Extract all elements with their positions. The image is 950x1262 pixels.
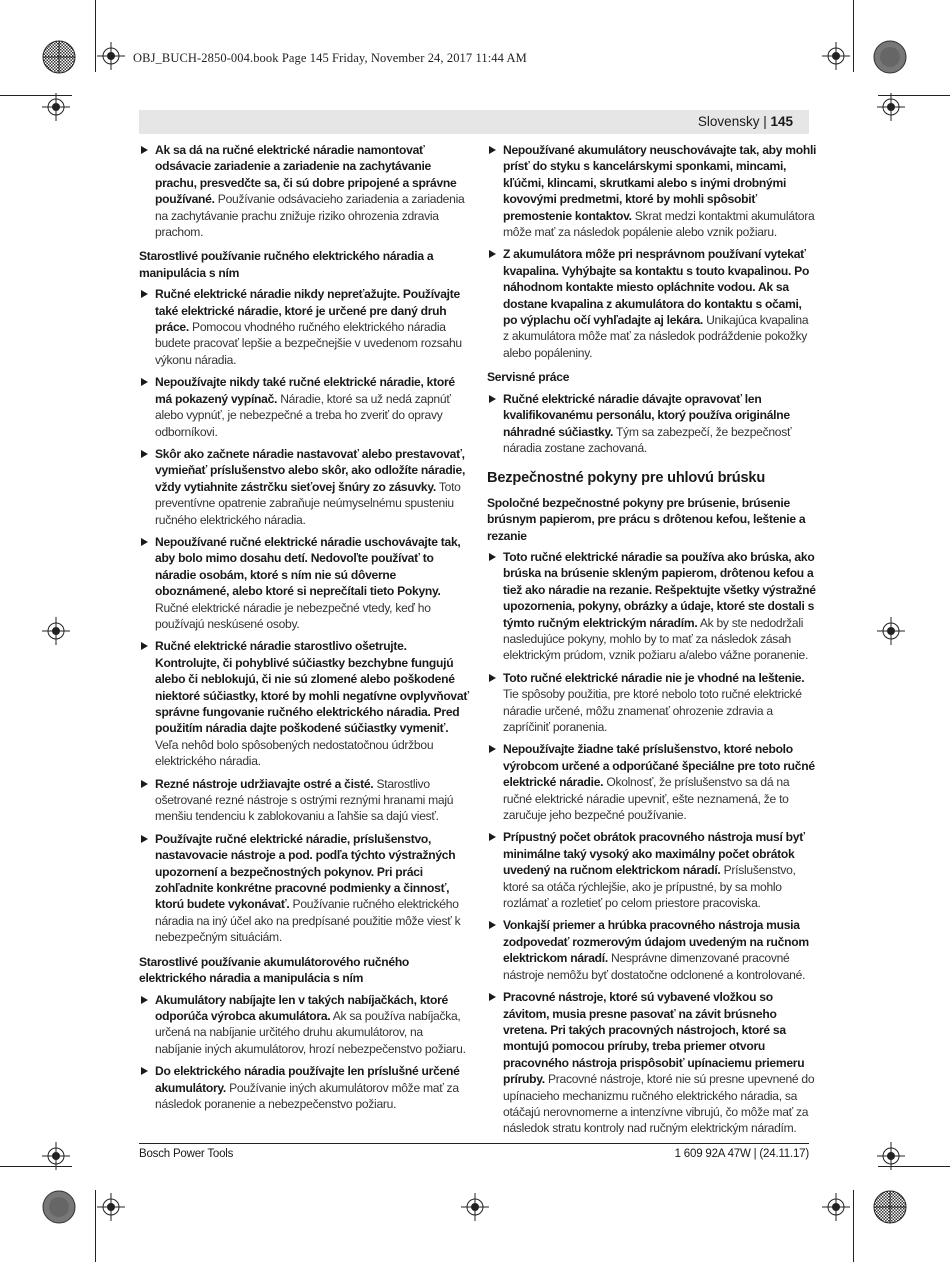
bullet-triangle-icon xyxy=(141,996,148,1004)
safety-instruction-item xyxy=(139,534,469,632)
footer-doc-number: 1 609 92A 47W | (24.11.17) xyxy=(674,1148,809,1160)
instruction-bold-text: Prípustný počet obrátok pracovného nástroja musí byť minimálne taký vysoký ako maximálny počet obrátok uvedený na ručnom elektrickom náradí. xyxy=(503,830,805,878)
registration-mark-bottom-center-icon xyxy=(461,1193,489,1221)
registration-mark-right-top-icon xyxy=(877,93,905,121)
instruction-bold-text: Z akumulátora môže pri nesprávnom používaní vytekať kvapalina. Vyhýbajte sa kontaktu s touto kvapalinou. Po náhodnom kontakte miesto opláchnite vodou. Ak sa dostane kvapalina z akumulátora do kontaktu s očami, po výplachu očí vyhľadajte aj lekára. xyxy=(503,247,810,328)
instruction-explanation-text: Nesprávne dimenzované pracovné nástroje nemôžu byť dostatočne odclonené a kontrolované. xyxy=(503,951,806,982)
instruction-explanation-text: Unikajúca kvapalina z akumulátora môže mať za následok podráždenie pokožky alebo popáleniny. xyxy=(503,313,809,360)
crop-line xyxy=(95,0,96,72)
registration-mark-top-right-icon xyxy=(822,42,850,70)
print-info-line: OBJ_BUCH-2850-004.book Page 145 Friday, November 24, 2017 11:44 AM xyxy=(133,51,527,65)
bullet-triangle-icon xyxy=(489,146,496,154)
instruction-explanation-text: Ručné elektrické náradie je nebezpečné vtedy, keď ho používajú neskúsené osoby. xyxy=(155,600,431,631)
safety-instruction-item xyxy=(487,391,817,457)
registration-mark-bottom-left-icon xyxy=(97,1193,125,1221)
safety-instruction-item xyxy=(487,741,817,823)
instruction-bold-text: Ručné elektrické náradie dávajte opravovať len kvalifikovanému personálu, ktorý používa originálne náhradné súčiastky. xyxy=(503,391,790,439)
instruction-bold-text: Nepoužívajte nikdy také ručné elektrické náradie, ktoré má pokazený vypínač. xyxy=(155,375,455,406)
bullet-triangle-icon xyxy=(141,538,148,546)
instruction-bold-text: Toto ručné elektrické náradie nie je vhodné na leštenie. xyxy=(503,670,805,685)
safety-instruction-item xyxy=(139,142,469,240)
registration-mark-right-mid-icon xyxy=(877,617,905,645)
safety-instruction-item xyxy=(139,831,469,946)
page-number: 145 xyxy=(770,114,793,129)
footer-rule xyxy=(139,1143,809,1144)
instruction-explanation-text: Používanie iných akumulátorov môže mať za následok poranenie a nebezpečenstvo požiaru. xyxy=(155,1080,459,1111)
right-column xyxy=(487,142,817,1143)
bullet-triangle-icon xyxy=(141,146,148,154)
crop-line xyxy=(95,1190,96,1262)
safety-instruction-item xyxy=(139,638,469,769)
instruction-bold-text: Vonkajší priemer a hrúbka pracovného nástroja musia zodpovedať rozmerovým údajom uvedeným na ručnom elektrickom náradí. xyxy=(503,918,809,966)
crop-line xyxy=(878,95,950,96)
bullet-triangle-icon xyxy=(489,921,496,929)
safety-instruction-item xyxy=(139,992,469,1058)
instruction-bold-text: Skôr ako začnete náradie nastavovať alebo prestavovať, vymieňať príslušenstvo alebo skôr, ako odložíte náradie, vždy vytiahnite zástrčku sieťovej šnúry zo zásuvky. xyxy=(155,446,466,494)
header-language: Slovensky xyxy=(697,114,760,129)
instruction-explanation-text: Okolnosť, že príslušenstvo sa dá na ručné elektrické náradie upevniť, ešte neznamená, že to zaručuje jeho bezpečné používanie. xyxy=(503,775,790,823)
safety-instruction-item xyxy=(487,142,817,240)
instruction-bold-text: Toto ručné elektrické náradie sa používa ako brúska, ako brúska na brúsenie skleným papierom, drôtenou kefou a tiež ako náradie na rezanie. Rešpektujte všetky výstražné upozornenia, pokyny, obrázky a údaje, ktoré ste dostali s týmto ručným elektrickým náradím. xyxy=(503,549,816,630)
subsection-heading: Servisné práce xyxy=(487,370,570,385)
crop-line xyxy=(878,1166,950,1167)
instruction-explanation-text: Ak sa používa nabíjačka, určená na nabíjanie určitého druhu akumulátorov, na nabíjanie iných akumulátorov, hrozí nebezpečenstvo požiaru. xyxy=(155,1008,466,1056)
footer-brand: Bosch Power Tools xyxy=(139,1148,234,1160)
instruction-explanation-text: Používanie odsávacieho zariadenia a zariadenia na zachytávanie prachu znižuje riziko ohrozenia zdravia prachom. xyxy=(155,192,465,240)
safety-instruction-item xyxy=(139,776,469,825)
bullet-triangle-icon xyxy=(489,553,496,561)
bullet-triangle-icon xyxy=(141,450,148,458)
registration-mark-bottom-right-icon xyxy=(822,1193,850,1221)
safety-instruction-item xyxy=(487,829,817,911)
instruction-explanation-text: Používanie ručného elektrického náradia na iný účel ako na predpísané použitie môže viesť k nebezpečným situáciám. xyxy=(155,897,461,945)
registration-mark-left-top-icon xyxy=(42,93,70,121)
instruction-bold-text: Ak sa dá na ručné elektrické náradie namontovať odsávacie zariadenie a zariadenie na zachytávanie prachu, presvedčte sa, či sú dobre pripojené a správne používané. xyxy=(155,143,457,207)
crop-line xyxy=(853,0,854,72)
bullet-triangle-icon xyxy=(489,993,496,1001)
instruction-bold-text: Nepoužívané akumulátory neuschovávajte tak, aby mohli prísť do styku s kancelárskymi sponkami, mincami, kľúčmi, klincami, skrutkami alebo s inými drobnými kovovými predmetmi, ktoré by mohli spôsobiť premostenie kontaktov. xyxy=(503,143,817,223)
bullet-triangle-icon xyxy=(141,290,148,298)
bullet-triangle-icon xyxy=(141,378,148,386)
instruction-explanation-text: Náradie, ktoré sa už nedá zapnúť alebo vypnúť, je nebezpečné a treba ho zveriť do opravy odborníkovi. xyxy=(155,391,451,439)
instruction-bold-text: Rezné nástroje udržiavajte ostré a čisté. xyxy=(155,776,374,791)
color-bar-bottom-right-icon xyxy=(873,1190,907,1224)
instruction-explanation-text: Tým sa zabezpečí, že bezpečnosť náradia zostane zachovaná. xyxy=(503,424,792,455)
instruction-bold-text: Do elektrického náradia používajte len príslušné určené akumulátory. xyxy=(155,1064,460,1095)
instruction-bold-text: Ručné elektrické náradie nikdy nepreťažujte. Používajte také elektrické náradie, ktoré je určené pre daný druh práce. xyxy=(155,287,460,335)
safety-instruction-item xyxy=(487,549,817,664)
instruction-bold-text: Akumulátory nabíjajte len v takých nabíjačkách, ktoré odporúča výrobca akumulátora. xyxy=(155,992,448,1023)
subsection-heading: Spoločné bezpečnostné pokyny pre brúsenie, brúsenie brúsnym papierom, pre prácu s drôtenou kefou, leštenie a rezanie xyxy=(487,495,806,543)
registration-mark-left-mid-icon xyxy=(42,617,70,645)
safety-instruction-item xyxy=(487,917,817,983)
page-header-label: Slovensky | 145 xyxy=(697,114,793,129)
bullet-triangle-icon xyxy=(141,642,148,650)
safety-instruction-item xyxy=(139,374,469,440)
instruction-explanation-text: Toto preventívne opatrenie zabraňuje neúmyselnému spusteniu ručného elektrického náradia. xyxy=(155,479,461,527)
bullet-triangle-icon xyxy=(489,745,496,753)
subsection-heading: Starostlivé používanie ručného elektrického náradia a manipulácia s ním xyxy=(139,249,434,280)
page-header xyxy=(139,110,809,134)
color-bar-bottom-left-icon xyxy=(42,1190,76,1224)
instruction-explanation-text: Pracovné nástroje, ktoré nie sú presne upevnené do upínacieho mechanizmu ručného elektrického náradia, sa otáčajú nerovnomerne a intenzívne vibrujú, čo môže mať za následok stratu kontroly nad ručným elektrickým náradím. xyxy=(503,1072,815,1136)
safety-instruction-item xyxy=(139,446,469,528)
bullet-triangle-icon xyxy=(489,250,496,258)
instruction-explanation-text: Príslušenstvo, ktoré sa otáča rýchlejšie, ako je prípustné, by sa mohlo rozlámať a rozletieť po celom priestore pracoviska. xyxy=(503,863,796,911)
bullet-triangle-icon xyxy=(141,780,148,788)
subsection-heading: Starostlivé používanie akumulátorového ručného elektrického náradia a manipulácia s ním xyxy=(139,954,410,986)
instruction-bold-text: Používajte ručné elektrické náradie, príslušenstvo, nastavovacie nástroje a pod. podľa týchto výstražných upozornení a bezpečnostných pokynov. Pri práci zohľadnite konkrétne pracovné podmienky a činnosť, ktorú budete vykonávať. xyxy=(155,831,456,912)
instruction-bold-text: Ručné elektrické náradie starostlivo ošetrujte. Kontrolujte, či pohyblivé súčiastky bezchybne fungujú alebo či neblokujú, či nie sú zlomené alebo poškodené niektoré súčiastky, ktoré by mohli negatívne ovplyvňovať správne fungovanie ručného elektrického náradia. Pred použitím náradia dajte poškodené súčiastky vymeniť. xyxy=(155,639,469,736)
registration-mark-top-left-icon xyxy=(97,42,125,70)
safety-instruction-item xyxy=(487,670,817,736)
instruction-explanation-text: Tie spôsoby použitia, pre ktoré nebolo toto ručné elektrické náradie určené, môžu znamenať ohrozenie zdravia a zapríčiniť poranenia. xyxy=(503,687,802,734)
bullet-triangle-icon xyxy=(141,1067,148,1075)
bullet-triangle-icon xyxy=(489,674,496,682)
instruction-explanation-text: Starostlivo ošetrované rezné nástroje s ostrými reznými hranami majú menšiu tendenciu k zablokovaniu a ľahšie sa dajú viesť. xyxy=(155,776,454,824)
instruction-explanation-text: Ak by ste nedodržali nasledujúce pokyny, mohlo by to mať za následok zásah elektrickým prúdom, vznik požiaru a/alebo vážne poranenie. xyxy=(503,615,809,663)
bullet-triangle-icon xyxy=(141,835,148,843)
instruction-explanation-text: Skrat medzi kontaktmi akumulátora môže mať za následok popálenie alebo vznik požiaru. xyxy=(503,208,815,240)
instruction-bold-text: Nepoužívané ručné elektrické náradie uschovávajte tak, aby bolo mimo dosahu detí. Nedovoľte používať to náradie osobám, ktoré s ním nie sú dôverne oboznámené, alebo ktoré si neprečítali tieto Pokyny. xyxy=(155,534,461,599)
crop-line xyxy=(0,1166,72,1167)
color-bar-top-left-icon xyxy=(42,40,76,74)
safety-instruction-item xyxy=(487,246,817,361)
instruction-explanation-text: Pomocou vhodného ručného elektrického náradia budete pracovať lepšie a bezpečnejšie v uvedenom rozsahu výkonu náradia. xyxy=(155,320,462,367)
crop-line xyxy=(0,95,72,96)
color-bar-top-right-icon xyxy=(873,40,907,74)
left-column xyxy=(139,142,469,1118)
instruction-bold-text: Pracovné nástroje, ktoré sú vybavené vložkou so závitom, musia presne pasovať na závit brúsneho vretena. Pri takých pracovných nástrojoch, ktoré sa montujú pomocou príruby, treba priemer otvoru pracovného nástroja prispôsobiť upínaciemu priemeru príruby. xyxy=(503,990,805,1087)
safety-instruction-item xyxy=(139,286,469,368)
safety-instruction-item xyxy=(139,1063,469,1112)
safety-instruction-item xyxy=(487,989,817,1137)
instruction-explanation-text: Veľa nehôd bolo spôsobených nedostatočnou údržbou elektrického náradia. xyxy=(155,737,434,769)
section-heading: Bezpečnostné pokyny pre uhlovú brúsku xyxy=(487,470,766,487)
bullet-triangle-icon xyxy=(489,395,496,403)
instruction-bold-text: Nepoužívajte žiadne také príslušenstvo, ktoré nebolo výrobcom určené a odporúčané špeciálne pre toto ručné elektrické náradie. xyxy=(503,742,815,790)
bullet-triangle-icon xyxy=(489,833,496,841)
crop-line xyxy=(853,1190,854,1262)
